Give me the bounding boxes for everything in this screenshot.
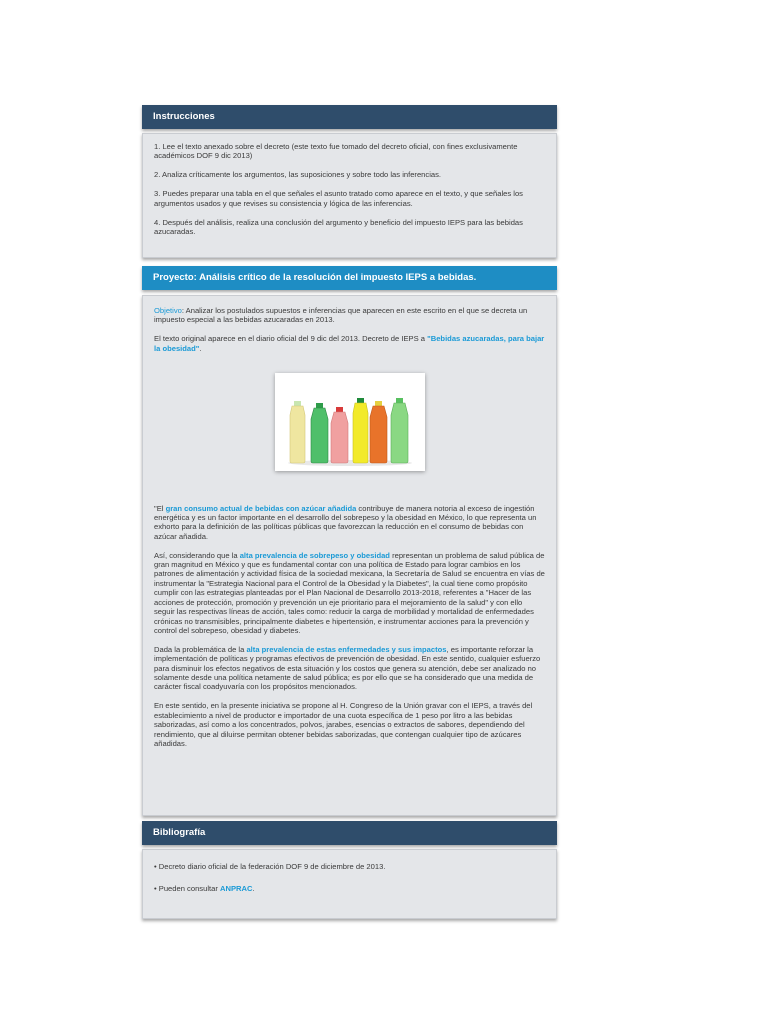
instructions-section bbox=[142, 105, 557, 258]
body-paragraph-1: "El gran consumo actual de bebidas con azúcar añadida contribuye de manera notoria al exceso de ingestión energética y es un factor importante en el desarrollo del sobrepeso y la obesidad en México, lo que representa un exhorto para la definición de las políticas públicas que favorezcan la reducción en el consumo de bebidas con azúcar añadida. bbox=[154, 503, 537, 541]
bottle-yellow-pale bbox=[290, 401, 305, 463]
bottle-green bbox=[311, 403, 328, 463]
bottle-pink bbox=[331, 407, 348, 463]
source-link[interactable]: "Bebidas azucaradas, para bajar la obesidad" bbox=[154, 334, 545, 353]
body-paragraph-2: Así, considerando que la alta prevalencia de sobrepeso y obesidad representan un problema de salud pública de gran magnitud en México y que es fundamental contar con una política de Estado para lograr cambios en los patrones de alimentación y actividad física de la sociedad mexicana, la Secretaría de Salud se encuentra en vías de instrumentar la "Estrategia Nacional para el Control de la Obesidad y la Diabetes", la cual tiene como propósito cumplir con las estrategias planteadas por el Plan Nacional de Desarrollo 2013-2018, referentes a "Hacer de las acciones de protección, promoción y prevención un eje prioritario para el mejoramiento de la salud" y con ello seguir las respectivas líneas de acción, tales como: reducir la carga de morbilidad y mortalidad de enfermedades crónicas no transmisibles, principalmente diabetes e hipertensión, e instrumentar acciones para la prevención y control del sobrepeso, obesidad y diabetes. bbox=[154, 550, 545, 635]
bibliography-section bbox=[142, 821, 557, 919]
highlight-text: gran consumo actual de bebidas con azúcar añadida bbox=[165, 503, 357, 513]
bibliography-item: • Decreto diario oficial de la federación DOF 9 de diciembre de 2013. bbox=[154, 862, 386, 871]
highlight-text: alta prevalencia de estas enfermedades y sus impactos bbox=[246, 644, 447, 654]
instructions-header: Instrucciones bbox=[142, 105, 557, 129]
objective-paragraph: Objetivo: Analizar los postulados supuestos e inferencias que aparecen en este escrito en el que se decreta un impuesto especial a las bebidas azucaradas en 2013. bbox=[154, 306, 528, 325]
body-paragraph-4: En este sentido, en la presente iniciativa se propone al H. Congreso de la Unión gravar con el IEPS, a través del establecimiento a nivel de productor e importador de una cuota específica de 1 peso por litro a las bebidas saborizadas, así como a los concentrados, polvos, jarabes, esencias o extractos de sabores, dependiendo del rendimiento, que al diluirse permitan obtener bebidas saborizadas, que contengan cualquier tipo de azúcares añadidas. bbox=[154, 701, 533, 748]
instruction-item: 3. Puedes preparar una tabla en el que señales el asunto tratado como aparece en el texto, y que señales los argumentos usados y que revises su consistencia y lógica de las inferencias. bbox=[154, 189, 523, 208]
bibliography-box bbox=[142, 849, 557, 919]
plastic-bottles-photo bbox=[275, 373, 425, 471]
highlight-text: alta prevalencia de sobrepeso y obesidad bbox=[239, 550, 390, 560]
bottle-orange bbox=[370, 401, 387, 463]
instruction-item: 1. Lee el texto anexado sobre el decreto (este texto fue tomado del decreto oficial, con fines exclusivamente académicos DOF 9 dic 2013) bbox=[154, 142, 518, 161]
bibliography-item: • Pueden consultar ANPRAC. bbox=[154, 884, 255, 894]
project-box bbox=[142, 295, 557, 816]
bottle-light-green bbox=[391, 398, 408, 463]
instruction-item: 4. Después del análisis, realiza una conclusión del argumento y beneficio del impuesto IEPS para las bebidas azucaradas. bbox=[154, 217, 523, 236]
project-header: Proyecto: Análisis crítico de la resolución del impuesto IEPS a bebidas. bbox=[142, 266, 557, 290]
instructions-box bbox=[142, 133, 557, 258]
source-paragraph: El texto original aparece en el diario oficial del 9 dic del 2013. Decreto de IEPS a "Bebidas azucaradas, para bajar la obesidad". bbox=[154, 334, 545, 353]
objective-label: Objetivo bbox=[154, 306, 182, 315]
bibliography-header: Bibliografía bbox=[142, 821, 557, 845]
photo-container bbox=[154, 373, 545, 473]
body-paragraph-3: Dada la problemática de la alta prevalencia de estas enfermedades y sus impactos, es importante reforzar la implementación de políticas y programas efectivos de prevención de obesidad. En este sentido, cualquier esfuerzo para disminuir los efectos negativos de esta situación y los costos que genera su atención, debe ser analizado no solamente desde una política netamente de salud pública; es por ello que se ha considerado que una medida de carácter fiscal coadyuvaría con los propósitos mencionados. bbox=[154, 644, 541, 692]
bottle-yellow bbox=[353, 398, 368, 463]
anprac-link[interactable]: ANPRAC bbox=[219, 884, 253, 894]
project-section bbox=[142, 266, 557, 816]
instruction-item: 2. Analiza críticamente los argumentos, las suposiciones y sobre todo las inferencias. bbox=[154, 170, 442, 180]
bottles-illustration bbox=[275, 373, 425, 471]
